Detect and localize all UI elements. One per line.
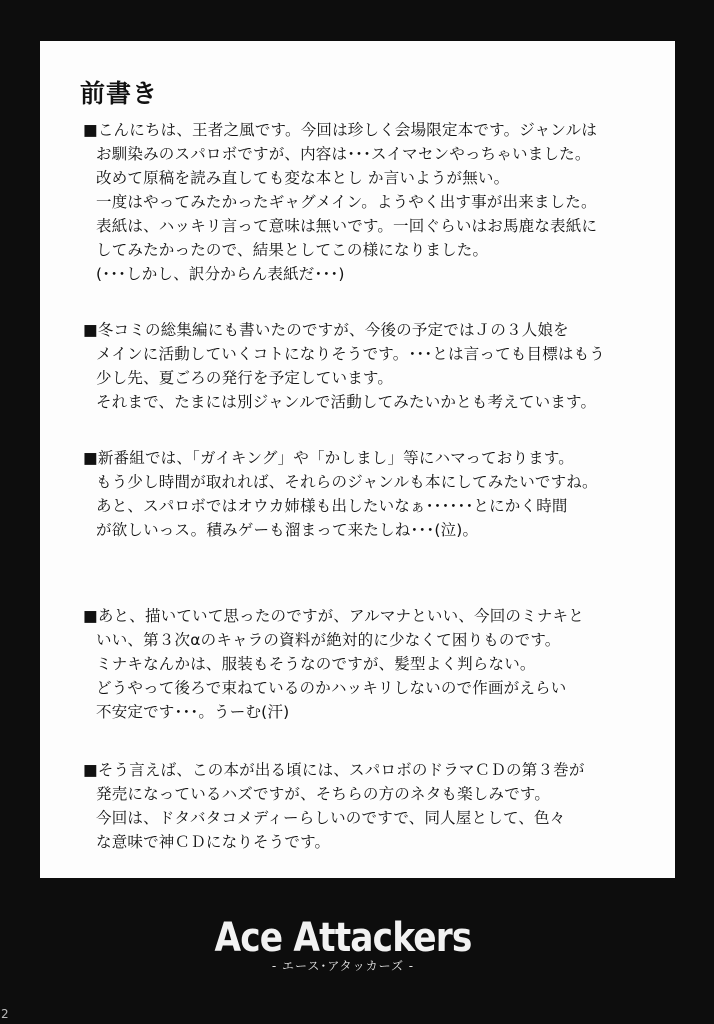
paragraph-line: ■新番組では、「ガイキング」や「かしまし」等にハマっております。	[83, 449, 575, 467]
paragraph-line: ■こんにちは、王者之風です。今回は珍しく会場限定本です。ジャンルは	[83, 121, 598, 139]
paragraph-line: 今回は、ドタバタコメディーらしいのですで、同人屋として、色々	[96, 809, 566, 827]
paragraph-line: あと、スパロボではオウカ姉様も出したいなぁ･･････とにかく時間	[96, 497, 568, 515]
logo-title: Ace Attackers	[214, 915, 472, 961]
paragraph-line: 少し先、夏ごろの発行を予定しています。	[96, 369, 394, 387]
page-heading: 前書き	[80, 79, 159, 108]
paragraph-line: 不安定です･･･。うーむ(汗)	[96, 703, 290, 721]
paragraph-line: お馴染みのスパロボですが、内容は･･･スイマセンやっちゃいました。	[96, 145, 591, 163]
paragraph-line: な意味で神ＣＤになりそうです。	[96, 833, 331, 851]
paragraph-line: ■冬コミの総集編にも書いたのですが、今後の予定ではＪの３人娘を	[83, 321, 569, 339]
paragraph-3	[83, 446, 598, 542]
paragraph-line: 発売になっているハズですが、そちらの方のネタも楽しみです。	[96, 785, 551, 803]
paragraph-line: ミナキなんかは、服装もそうなのですが、髪型よく判らない。	[96, 655, 536, 673]
paragraph-line: もう少し時間が取れれば、それらのジャンルも本にしてみたいですね。	[96, 473, 598, 491]
paragraph-line: 表紙は、ハッキリ言って意味は無いです。一回ぐらいはお馬鹿な表紙に	[96, 217, 598, 235]
paragraph-line: してみたかったので、結果としてこの様になりました。	[96, 241, 489, 259]
paragraph-line: どうやって後ろで束ねているのかハッキリしないので作画がえらい	[96, 679, 567, 697]
paragraph-line: ■あと、描いていて思ったのですが、アルマナといい、今回のミナキと	[83, 607, 584, 625]
paragraph-2	[83, 318, 605, 414]
paragraph-line: ■そう言えば、この本が出る頃には、スパロボのドラマＣＤの第３巻が	[83, 761, 585, 779]
paragraph-4	[83, 604, 584, 724]
paragraph-line: が欲しいっス。積みゲーも溜まって来たしね･･･(泣)。	[96, 521, 479, 539]
paragraph-line: 改めて原稿を読み直しても変な本とし か言いようが無い。	[96, 169, 510, 187]
paragraph-line: それまで、たまには別ジャンルで活動してみたいかとも考えています。	[96, 393, 597, 411]
paragraph-line: いい、第３次αのキャラの資料が絶対的に少なくて困りものです。	[96, 631, 561, 649]
paragraph-line: (･･･しかし、訳分からん表紙だ･･･)	[96, 265, 345, 283]
paragraph-line: メインに活動していくコトになりそうです。･･･とは言っても目標はもう	[96, 345, 606, 363]
text-panel	[40, 41, 675, 878]
circle-logo	[193, 915, 493, 974]
paragraph-1	[83, 118, 597, 286]
logo-subtitle: - エース･アタッカーズ -	[271, 959, 415, 973]
page-number: 2	[1, 1007, 9, 1021]
paragraph-line: 一度はやってみたかったギャグメイン。ようやく出す事が出来ました。	[96, 193, 597, 211]
paragraph-5	[83, 758, 585, 854]
